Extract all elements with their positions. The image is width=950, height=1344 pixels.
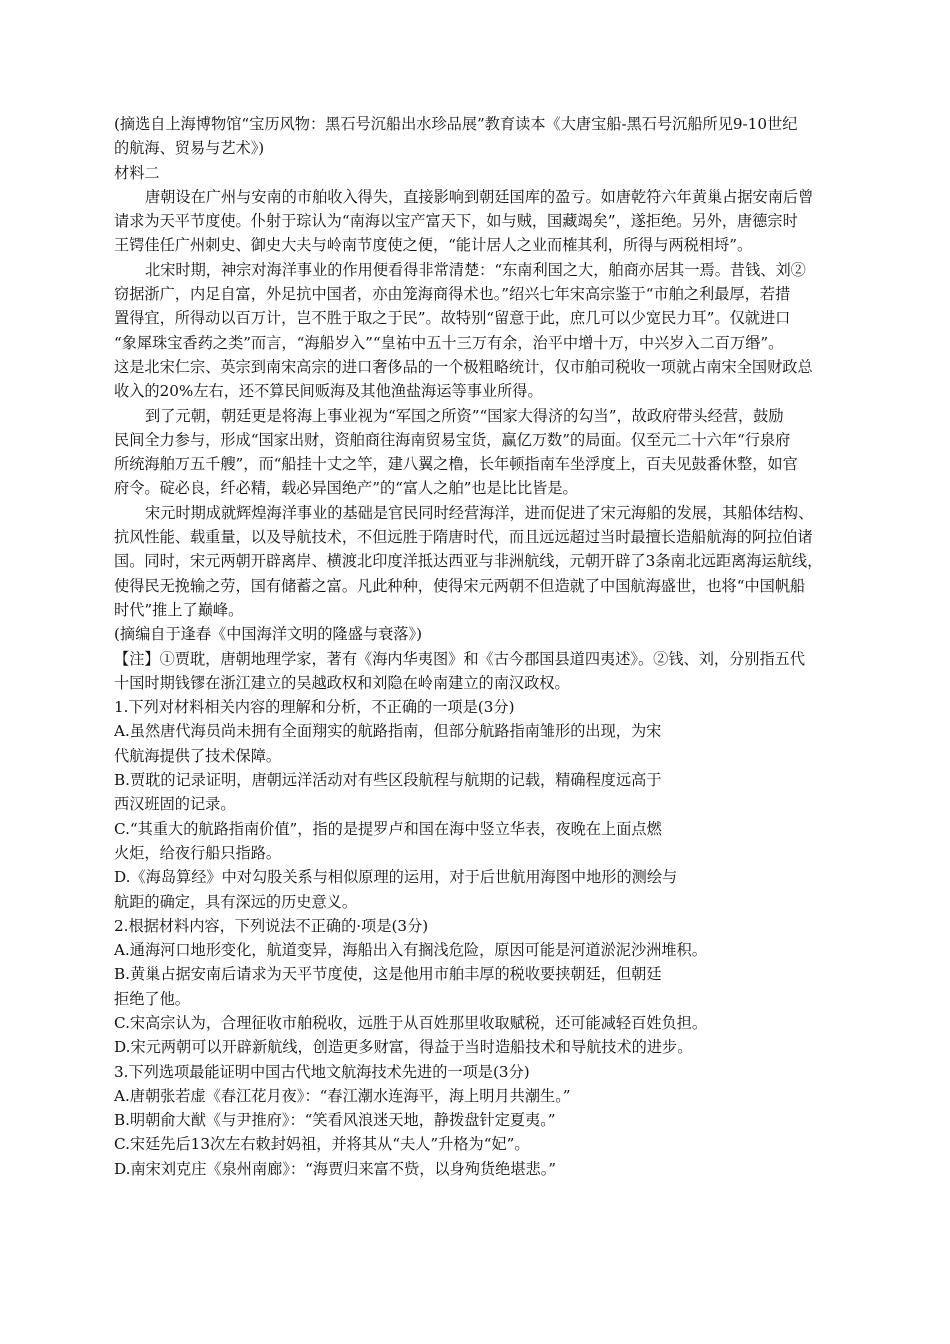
paragraph-1 (114, 185, 874, 258)
option-d: D.《海岛算经》中对勾股关系与相似原理的运用，对于后世航用海图中地形的测绘与 (114, 868, 678, 887)
footnote (114, 647, 874, 696)
paragraph-4 (114, 501, 874, 622)
option-b: B.明朝俞大猷《与尹推府》：“笑看风浪迷天地，静拨盘针定夏夷。” (114, 1111, 556, 1130)
paragraph-2 (114, 258, 874, 404)
text-line: 十国时期钱镠在浙江建立的吴越政权和刘隐在岭南建立的南汉政权。 (114, 673, 570, 692)
question-1 (114, 695, 874, 914)
source-citation-2: (摘编自于逢春《中国海洋文明的隆盛与衰落》) (114, 625, 423, 644)
question-stem: 3.下列选项最能证明中国古代地文航海技术先进的一项是(3分) (114, 1062, 530, 1081)
text-line: 王锷佳任广州刺史、御史大夫与岭南节度使之便，“能计居人之业而榷其利，所得与两税相埒”。 (114, 236, 753, 255)
text-line: 请求为天平节度使。仆射于琮认为“南海以宝产富天下，如与贼，国藏竭矣”，遂拒绝。另外，唐德宗时 (114, 212, 798, 231)
option-c: C.宋廷先后13次左右敕封妈祖，并将其从“夫人”升格为“妃”。 (114, 1135, 530, 1154)
text-line: 所统海舶万五千艘”，而“船挂十丈之竿，建八翼之橹，长年顿指南车坐浮度上，百夫见鼓番休整，如官 (114, 455, 798, 474)
option-c: C.宋高宗认为，合理征收市舶税收，远胜于从百姓那里收取赋税，还可能减轻百姓负担。 (114, 1013, 708, 1032)
text-line: 宋元时期成就辉煌海洋事业的基础是官民同时经营海洋，进而促进了宋元海船的发展，其船体结构、 (145, 503, 814, 522)
text-line: “象犀珠宝香药之类”而言，“海船岁入”“皇祐中五十三万有余，治平中增十万，中兴岁入二百万缗”。 (114, 333, 784, 352)
option-a: A.通海河口地形变化，航道变异，海船出入有搁浅危险，原因可能是河道淤泥沙洲堆积。 (114, 941, 707, 960)
option-d: D.宋元两朝可以开辟新航线，创造更多财富，得益于当时造船技术和导航技术的进步。 (114, 1038, 693, 1057)
option-a: A.唐朝张若虚《春江花月夜》：“春江潮水连海平，海上明月共潮生。” (114, 1086, 571, 1105)
option-b-cont: 西汉班固的记录。 (114, 795, 236, 814)
text-line: 时代”推上了巅峰。 (114, 600, 244, 619)
source-citation-1 (114, 112, 874, 161)
option-d-cont: 航距的确定，具有深远的历史意义。 (114, 892, 357, 911)
text-line: (摘选自上海博物馆“宝历风物：黑石号沉船出水珍品展”教育读本《大唐宝船-黑石号沉船所见9-10世纪 (114, 115, 798, 133)
question-3 (114, 1060, 874, 1181)
text-line: 的航海、贸易与艺术》) (114, 139, 265, 158)
text-line: 民间全力参与，形成“国家出财，资舶商往海南贸易宝货，赢亿万数”的局面。仅至元二十六年“行泉府 (114, 430, 791, 449)
document-page (114, 112, 874, 1181)
option-c: C.“其重大的航路指南价值”，指的是提罗卢和国在海中竖立华表，夜晚在上面点燃 (114, 819, 662, 838)
option-d: D.南宋刘克庄《泉州南廊》：“海贾归来富不赀，以身殉货绝堪悲。” (114, 1159, 557, 1178)
question-stem: 1.下列对材料相关内容的理解和分析，不正确的一项是(3分) (114, 698, 515, 717)
section-heading: 材料二 (114, 163, 160, 182)
option-a-cont: 代航海提供了技术保障。 (114, 746, 282, 765)
option-b: B.贾耽的记录证明，唐朝远洋活动对有些区段航程与航期的记载，精确程度远高于 (114, 771, 662, 790)
question-2 (114, 914, 874, 1060)
text-line: 到了元朝，朝廷更是将海上事业视为“军国之所资”“国家大得济的勾当”，故政府带头经营，鼓励 (145, 406, 784, 425)
text-line: 府令。碇必良，纤必精，载必异国绝产”的“富人之舶”也是比比皆是。 (114, 479, 578, 498)
text-line: 使得民无挽输之劳，国有储蓄之富。凡此种种，使得宋元两朝不但造就了中国航海盛世，也将“中国帆船 (114, 576, 806, 595)
text-line: 这是北宋仁宗、英宗到南宋高宗的进口奢侈品的一个极粗略统计，仅市舶司税收一项就占南宋全国财政总 (114, 357, 813, 376)
option-b-cont: 拒绝了他。 (114, 989, 190, 1008)
text-line: 置得宜，所得动以百万计，岂不胜于取之于民”。故特别“留意于此，庶几可以少宽民力耳”。仅就进口 (114, 309, 791, 328)
text-line: 国。同时，宋元两朝开辟离岸、横渡北印度洋抵达西亚与非洲航线，元朝开辟了3条南北远距离海运航线， (114, 552, 823, 571)
text-line: 唐朝设在广州与安南的市舶收入得失，直接影响到朝廷国库的盈亏。如唐乾符六年黄巢占据安南后曾 (145, 187, 814, 206)
text-line: 收入的20%左右，还不算民间贩海及其他渔盐海运等事业所得。 (114, 382, 543, 401)
text-line: 【注】①贾耽，唐朝地理学家，著有《海内华夷图》和《古今郡国县道四夷述》。②钱、刘，分别指五代 (114, 649, 806, 668)
option-a: A.虽然唐代海员尚未拥有全面翔实的航路指南，但部分航路指南雏形的出现，为宋 (114, 722, 662, 741)
text-line: 北宋时期，神宗对海洋事业的作用便看得非常清楚：“东南利国之大，舶商亦居其一焉。昔钱、刘② (145, 260, 806, 279)
option-c-cont: 火炬，给夜行船只指路。 (114, 843, 282, 862)
text-line: 窃据浙广，内足自富，外足抗中国者，亦由笼海商得术也。”绍兴七年宋高宗鉴于“市舶之利最厚，若措 (114, 285, 791, 304)
question-stem: 2.根据材料内容，下列说法不正确的·项是(3分) (114, 916, 429, 935)
paragraph-3 (114, 404, 874, 501)
text-line: 抗风性能、载重量，以及导航技术，不但远胜于隋唐时代，而且远远超过当时最擅长造船航海的阿拉伯诸 (114, 528, 813, 547)
option-b: B.黄巢占据安南后请求为天平节度使，这是他用市舶丰厚的税收要挟朝廷，但朝廷 (114, 965, 662, 984)
